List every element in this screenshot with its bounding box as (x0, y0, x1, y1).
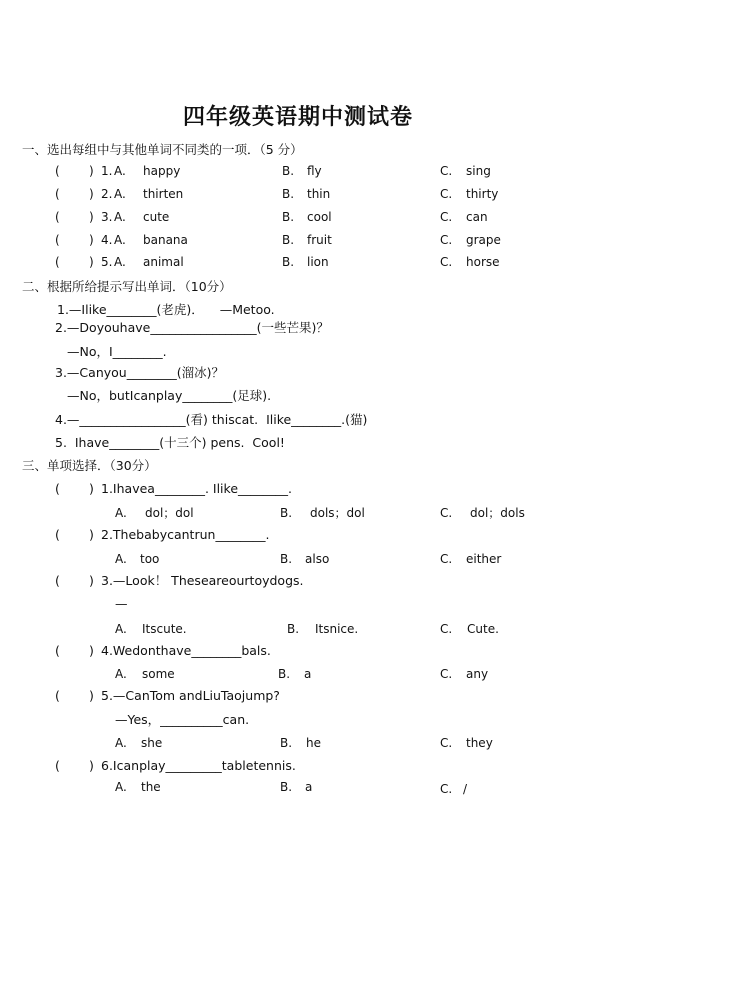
item-number: 1. (101, 164, 113, 178)
answer-blank-open: ( (55, 758, 60, 773)
answer-blank-close: ) (89, 643, 94, 658)
fill-in-line: —No，I________. (67, 344, 167, 359)
option-b-label: B. (287, 622, 300, 636)
option-a-label: A. (115, 506, 127, 520)
option-b-text: fruit (307, 233, 332, 247)
option-b-text: he (306, 736, 321, 750)
option-b-text: a (304, 667, 312, 681)
option-a-text: too (140, 552, 160, 566)
option-c-label: C. (440, 622, 453, 636)
option-c-label: C. (440, 552, 453, 566)
option-b-label: B. (280, 506, 293, 520)
option-b-label: B. (282, 255, 295, 269)
option-b-text: a (305, 780, 313, 794)
question-reply: —Yes，__________can. (115, 712, 250, 727)
option-a-text: thirten (143, 187, 184, 201)
option-a-text: she (141, 736, 163, 750)
option-a-label: A. (115, 736, 127, 750)
question-stem: 6.Icanplay_________tabletennis. (101, 758, 296, 773)
answer-blank-open: ( (55, 164, 60, 178)
option-a-label: A. (114, 187, 126, 201)
option-c-label: C. (440, 187, 453, 201)
fill-in-line: 4.—_________________(看) thiscat. Ilike________.(猫) (55, 412, 368, 427)
section-3-heading: 三、单项选择．（30分） (22, 458, 157, 473)
option-c-text: dol；dols (470, 506, 525, 520)
answer-blank-close: ) (89, 164, 94, 178)
option-a-label: A. (114, 210, 126, 224)
option-c-label: C. (440, 667, 453, 681)
option-b-label: B. (280, 736, 293, 750)
answer-blank-open: ( (55, 573, 60, 588)
fill-in-line: —No，butIcanplay________(足球). (67, 388, 272, 403)
option-a-label: A. (114, 164, 126, 178)
option-c-text: grape (466, 233, 501, 247)
fill-in-line: 1.—Ilike________(老虎)． —Metoo. (57, 302, 275, 317)
option-b-text: fly (307, 164, 322, 178)
option-c-text: sing (466, 164, 491, 178)
option-a-text: cute (143, 210, 170, 224)
option-c-text: can (466, 210, 488, 224)
option-b-label: B. (282, 164, 295, 178)
option-c-text: / (463, 782, 468, 796)
question-stem: 3.—Look！ Theseareourtoydogs. (101, 573, 304, 588)
option-b-label: B. (282, 233, 295, 247)
answer-blank-close: ) (89, 481, 94, 496)
option-b-label: B. (282, 210, 295, 224)
option-b-label: B. (280, 552, 293, 566)
option-a-label: A. (115, 552, 127, 566)
question-stem: 1.Ihavea________. Ilike________. (101, 481, 292, 496)
section-1-heading: 一、选出每组中与其他单词不同类的一项．（5 分） (22, 142, 303, 157)
option-c-text: thirty (466, 187, 499, 201)
question-stem: 2.Thebabycantrun________. (101, 527, 270, 542)
option-c-text: horse (466, 255, 500, 269)
item-number: 4. (101, 233, 113, 247)
question-stem: 4.Wedonthave________bals. (101, 643, 271, 658)
item-number: 3. (101, 210, 113, 224)
option-a-text: the (141, 780, 161, 794)
answer-blank-open: ( (55, 643, 60, 658)
option-c-text: they (466, 736, 493, 750)
answer-blank-close: ) (89, 233, 94, 247)
option-b-label: B. (280, 780, 293, 794)
option-b-text: also (305, 552, 330, 566)
answer-blank-open: ( (55, 688, 60, 703)
fill-in-line: 3.—Canyou________(溜冰)？ (55, 365, 224, 380)
option-c-label: C. (440, 255, 453, 269)
option-a-label: A. (115, 667, 127, 681)
answer-blank-close: ) (89, 573, 94, 588)
option-a-label: A. (115, 622, 127, 636)
answer-blank-open: ( (55, 187, 60, 201)
option-a-label: A. (114, 255, 126, 269)
option-b-text: Itsnice. (315, 622, 359, 636)
question-reply: — (115, 596, 128, 611)
option-b-text: cool (307, 210, 332, 224)
option-a-text: animal (143, 255, 184, 269)
option-b-text: lion (307, 255, 329, 269)
answer-blank-open: ( (55, 255, 60, 269)
answer-blank-close: ) (89, 187, 94, 201)
answer-blank-close: ) (89, 758, 94, 773)
answer-blank-close: ) (89, 210, 94, 224)
option-a-label: A. (115, 780, 127, 794)
option-b-label: B. (282, 187, 295, 201)
item-number: 5. (101, 255, 113, 269)
section-2-heading: 二、根据所给提示写出单词．（10分） (22, 279, 232, 294)
item-number: 2. (101, 187, 113, 201)
question-stem: 5.—CanTom andLiuTaojump? (101, 688, 280, 703)
fill-in-line: 5. Ihave________(十三个) pens. Cool! (55, 435, 285, 450)
fill-in-line: 2.—Doyouhave_________________(一些芒果)？ (55, 320, 329, 335)
option-a-text: banana (143, 233, 188, 247)
answer-blank-open: ( (55, 210, 60, 224)
option-b-text: dols；dol (310, 506, 365, 520)
option-c-text: either (466, 552, 502, 566)
option-a-text: dol；dol (145, 506, 194, 520)
option-c-label: C. (440, 233, 453, 247)
option-c-text: Cute. (467, 622, 499, 636)
answer-blank-open: ( (55, 527, 60, 542)
answer-blank-close: ) (89, 527, 94, 542)
option-c-text: any (466, 667, 489, 681)
option-a-label: A. (114, 233, 126, 247)
answer-blank-open: ( (55, 233, 60, 247)
option-c-label: C. (440, 782, 453, 796)
answer-blank-open: ( (55, 481, 60, 496)
page-title: 四年级英语期中测试卷 (183, 104, 414, 130)
option-a-text: happy (143, 164, 181, 178)
answer-blank-close: ) (89, 255, 94, 269)
option-c-label: C. (440, 164, 453, 178)
answer-blank-close: ) (89, 688, 94, 703)
option-a-text: some (142, 667, 175, 681)
option-c-label: C. (440, 506, 453, 520)
option-b-label: B. (278, 667, 291, 681)
option-c-label: C. (440, 736, 453, 750)
option-b-text: thin (307, 187, 331, 201)
option-c-label: C. (440, 210, 453, 224)
option-a-text: Itscute. (142, 622, 187, 636)
